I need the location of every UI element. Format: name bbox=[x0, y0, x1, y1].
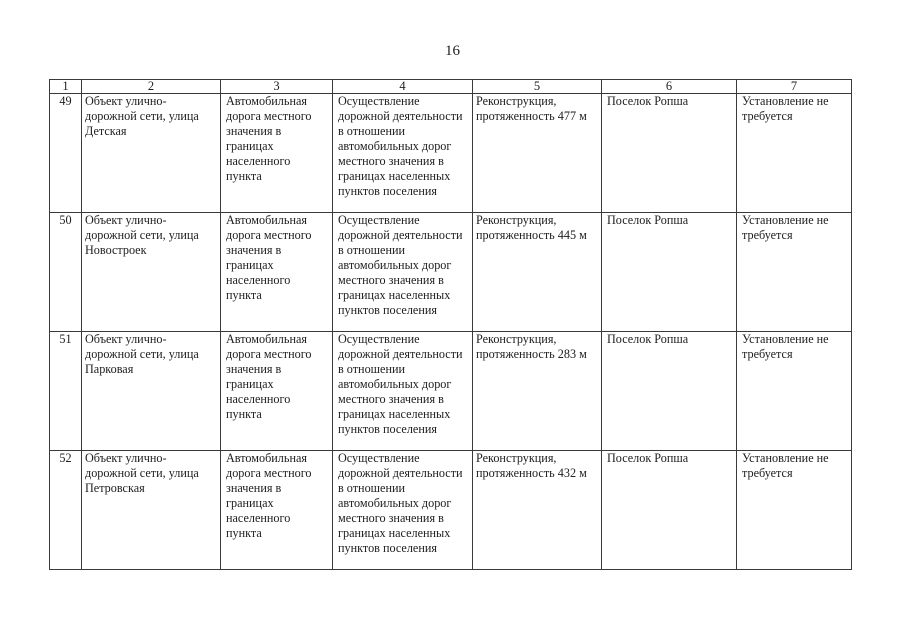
object-purpose: Осуществление дорожной деятельности в отношении автомобильных дорог местного значения в границах населенных пунктов поселения bbox=[333, 332, 473, 451]
object-name: Объект улично-дорожной сети, улица Парковая bbox=[82, 332, 221, 451]
object-name: Объект улично-дорожной сети, улица Новостроек bbox=[82, 213, 221, 332]
object-type: Автомобильная дорога местного значения в границах населенного пункта bbox=[221, 213, 333, 332]
object-characteristics: Реконструкция, протяженность 477 м bbox=[473, 94, 602, 213]
page-number: 16 bbox=[445, 43, 460, 59]
object-location: Поселок Ропша bbox=[602, 451, 737, 570]
column-header: 4 bbox=[333, 80, 473, 94]
table-row bbox=[50, 94, 852, 213]
row-number: 50 bbox=[50, 213, 82, 332]
object-name: Объект улично-дорожной сети, улица Петровская bbox=[82, 451, 221, 570]
column-header: 5 bbox=[473, 80, 602, 94]
column-header: 1 bbox=[50, 80, 82, 94]
row-number: 51 bbox=[50, 332, 82, 451]
object-purpose: Осуществление дорожной деятельности в отношении автомобильных дорог местного значения в границах населенных пунктов поселения bbox=[333, 94, 473, 213]
column-header: 3 bbox=[221, 80, 333, 94]
object-zone: Установление не требуется bbox=[737, 213, 852, 332]
object-location: Поселок Ропша bbox=[602, 332, 737, 451]
object-zone: Установление не требуется bbox=[737, 94, 852, 213]
table-row bbox=[50, 332, 852, 451]
column-header: 7 bbox=[737, 80, 852, 94]
object-characteristics: Реконструкция, протяженность 445 м bbox=[473, 213, 602, 332]
object-purpose: Осуществление дорожной деятельности в отношении автомобильных дорог местного значения в границах населенных пунктов поселения bbox=[333, 451, 473, 570]
column-header: 2 bbox=[82, 80, 221, 94]
row-number: 49 bbox=[50, 94, 82, 213]
object-type: Автомобильная дорога местного значения в границах населенного пункта bbox=[221, 451, 333, 570]
object-characteristics: Реконструкция, протяженность 432 м bbox=[473, 451, 602, 570]
objects-table bbox=[49, 79, 852, 570]
object-type: Автомобильная дорога местного значения в границах населенного пункта bbox=[221, 332, 333, 451]
object-name: Объект улично-дорожной сети, улица Детская bbox=[82, 94, 221, 213]
object-characteristics: Реконструкция, протяженность 283 м bbox=[473, 332, 602, 451]
object-zone: Установление не требуется bbox=[737, 451, 852, 570]
object-type: Автомобильная дорога местного значения в границах населенного пункта bbox=[221, 94, 333, 213]
column-header: 6 bbox=[602, 80, 737, 94]
table-header-row bbox=[50, 80, 852, 94]
table-row bbox=[50, 451, 852, 570]
table-row bbox=[50, 213, 852, 332]
object-location: Поселок Ропша bbox=[602, 213, 737, 332]
object-location: Поселок Ропша bbox=[602, 94, 737, 213]
object-purpose: Осуществление дорожной деятельности в отношении автомобильных дорог местного значения в границах населенных пунктов поселения bbox=[333, 213, 473, 332]
row-number: 52 bbox=[50, 451, 82, 570]
object-zone: Установление не требуется bbox=[737, 332, 852, 451]
